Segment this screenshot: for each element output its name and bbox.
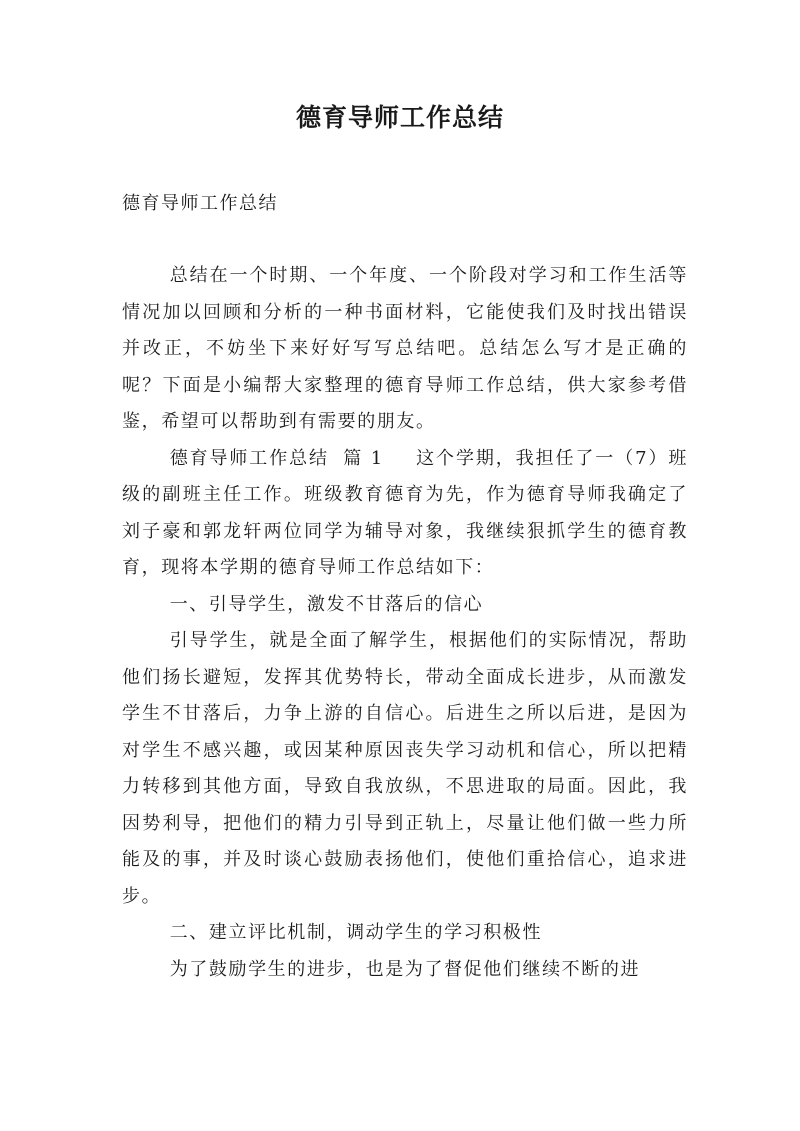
document-subtitle: 德育导师工作总结 (122, 193, 278, 214)
paragraph-1: 引导学生，就是全面了解学生，根据他们的实际情况，帮助他们扬长避短，发挥其优势特长，带动全面成长进步，从而激发学生不甘落后，力争上游的自信心。后进生之所以后进，是因为对学生不感兴趣，或因某种原因丧失学习动机和信心，所以把精力转移到其他方面，导致自我放纵，不思进取的局面。因此，我因势利导，把他们的精力引导到正轨上，尽量让他们做一些力所能及的事，并及时谈心鼓励表扬他们，使他们重拾信心，追求进步。 (122, 630, 688, 907)
intro-paragraph: 总结在一个时期、一个年度、一个阶段对学习和工作生活等情况加以回顾和分析的一种书面材料，它能使我们及时找出错误并改正，不妨坐下来好好写写总结吧。总结怎么写才是正确的呢？下面是小编帮大家整理的德育导师工作总结，供大家参考借鉴，希望可以帮助到有需要的朋友。 (122, 265, 688, 432)
document-body (122, 258, 688, 988)
section-body: 这个学期，我担任了一（7）班级的副班主任工作。班级教育德育为先，作为德育导师我确定了刘子豪和郭龙轩两位同学为辅导对象，我继续狠抓学生的德育教育，现将本学期的德育导师工作总结如下： (122, 447, 688, 578)
document-title: 德育导师工作总结 (295, 103, 504, 132)
section-paragraph (122, 441, 688, 587)
section-heading-2: 二、建立评比机制，调动学生的学习积极性 (169, 922, 543, 943)
section-number: 篇 1 (342, 447, 384, 469)
section-label: 德育导师工作总结 (169, 447, 329, 469)
section-heading-1: 一、引导学生，激发不甘落后的信心 (169, 593, 484, 615)
paragraph-2: 为了鼓励学生的进步，也是为了督促他们继续不断的进 (169, 958, 641, 980)
